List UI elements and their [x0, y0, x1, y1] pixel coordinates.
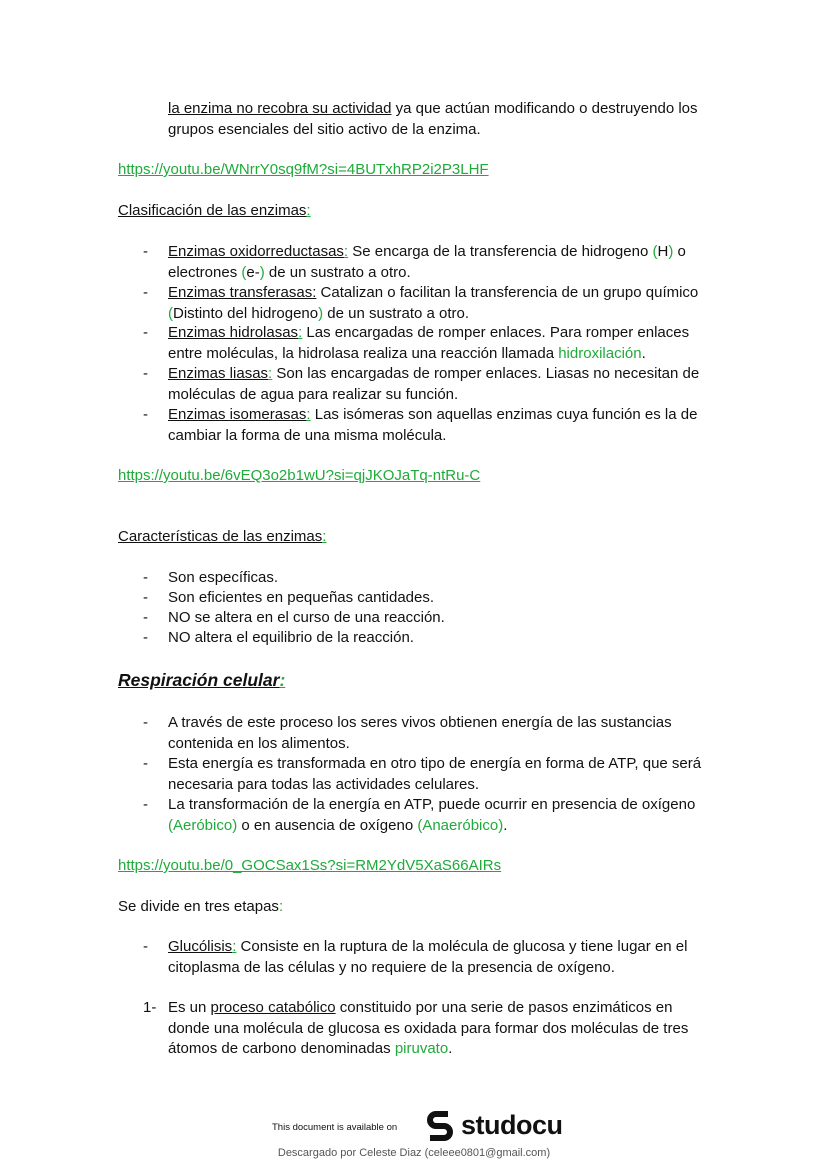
highlight-aerobico: (Aeróbico): [168, 816, 238, 834]
term-isomerasas: Enzimas isomerasas: [168, 406, 307, 423]
item-text: de un sustrato a otro.: [264, 263, 411, 281]
bullet-dash: -: [143, 589, 148, 606]
bullet-dash: -: [143, 406, 148, 423]
item-text: cambiar la forma de una misma molécula.: [168, 426, 447, 444]
item-text: e-: [246, 263, 260, 281]
list-item-respiracion-3: [168, 795, 738, 836]
youtube-link-2[interactable]: https://youtu.be/6vEQ3o2b1wU?si=qjJKOJaTq-ntRu-C: [118, 467, 481, 484]
etapas-heading-text: Se divide en tres etapas: [118, 898, 279, 915]
bullet-dash: -: [143, 569, 148, 586]
paren: (: [241, 263, 247, 281]
list-item-glucolisis: [168, 937, 738, 978]
studocu-brand[interactable]: studocu: [461, 1110, 563, 1140]
highlight-hidroxilacion: hidroxilación: [558, 344, 642, 362]
intro-paragraph: [168, 99, 738, 140]
item-text: citoplasma de las células y no requiere de la presencia de oxígeno.: [168, 958, 615, 976]
footer-downloaded-by: Descargado por Celeste Diaz (celeee0801@gmail.com): [277, 1147, 551, 1159]
paren: ): [668, 243, 674, 260]
item-text: átomos de carbono denominadas: [168, 1040, 395, 1057]
list-item: Son específicas.: [168, 569, 279, 586]
intro-text-line2: grupos esenciales del sitio activo de la enzima.: [168, 120, 481, 138]
intro-text: ya que actúan modificando o destruyendo los: [391, 100, 698, 117]
item-text: Son las encargadas de romper enlaces. Liasas no necesitan de: [272, 365, 700, 382]
term-proceso-catabolico: proceso catabólico: [210, 999, 336, 1016]
paren: ): [318, 304, 324, 322]
term-hidrolasas: Enzimas hidrolasas: [168, 324, 299, 341]
item-text: Es un: [168, 999, 211, 1016]
item-text: o en ausencia de oxígeno: [237, 816, 418, 834]
item-text: .: [641, 344, 646, 362]
term-oxidorreductasas: Enzimas oxidorreductasas: [168, 243, 344, 260]
list-item-hidrolasas: [168, 323, 738, 364]
respiracion-heading: [118, 670, 738, 691]
list-item-oxidorreductasas: [168, 242, 738, 283]
item-text: electrones: [168, 263, 242, 281]
item-text: entre moléculas, la hidrolasa realiza una reacción llamada: [168, 344, 559, 362]
item-text: necesaria para todas las actividades celulares.: [168, 775, 480, 793]
item-text: Las isómeras son aquellas enzimas cuya función es la de: [310, 406, 698, 423]
studocu-logo-icon: [424, 1108, 458, 1144]
item-text: moléculas de agua para realizar su función.: [168, 385, 459, 403]
bullet-dash: -: [143, 284, 148, 301]
list-item-respiracion-1: [168, 713, 738, 754]
bullet-dash: -: [143, 796, 148, 813]
item-text: La transformación de la energía en ATP, puede ocurrir en presencia de oxígeno: [168, 796, 696, 813]
bullet-dash: -: [143, 755, 148, 772]
paren: (: [168, 304, 173, 322]
item-text: o: [673, 243, 686, 260]
term-transferasas: Enzimas transferasas:: [168, 284, 317, 301]
heading-colon: :: [278, 898, 284, 915]
intro-underlined: la enzima no recobra su actividad: [168, 100, 392, 117]
bullet-dash: -: [143, 629, 148, 646]
bullet-dash: -: [143, 714, 148, 731]
list-item-transferasas: [168, 283, 738, 324]
respiracion-heading-text: Respiración celular: [118, 670, 280, 690]
heading-colon: :: [322, 528, 327, 545]
heading-colon: :: [306, 202, 311, 219]
list-item-isomerasas: [168, 405, 738, 446]
highlight-piruvato: piruvato: [394, 1040, 449, 1057]
term-colon: :: [343, 243, 349, 260]
item-text: Se encarga de la transferencia de hidrogeno: [348, 243, 653, 260]
term-liasas: Enzimas liasas: [168, 365, 269, 382]
term-glucolisis: Glucólisis: [168, 938, 233, 955]
item-text: de un sustrato a otro.: [323, 304, 470, 322]
item-text: .: [448, 1040, 453, 1057]
numbered-item-1: [168, 998, 738, 1060]
bullet-dash: -: [143, 243, 148, 260]
list-item-liasas: [168, 364, 738, 405]
bullet-dash: -: [143, 324, 148, 341]
caracteristicas-heading-text: Características de las enzimas: [118, 528, 323, 545]
item-text: Esta energía es transformada en otro tipo de energía en forma de ATP, que será: [168, 755, 702, 772]
item-text: constituido por una serie de pasos enzimáticos en: [335, 999, 673, 1016]
clasificacion-heading-text: Clasificación de las enzimas: [118, 202, 307, 219]
item-text: Consiste en la ruptura de la molécula de glucosa y tiene lugar en el: [236, 938, 688, 955]
item-text: donde una molécula de glucosa es oxidada para formar dos moléculas de tres: [168, 1019, 689, 1037]
youtube-link-1[interactable]: https://youtu.be/WNrrY0sq9fM?si=4BUTxhRP2i2P3LHF: [118, 161, 489, 178]
item-text: Las encargadas de romper enlaces. Para romper enlaces: [302, 324, 690, 341]
term-colon: :: [298, 324, 303, 341]
etapas-heading: [118, 897, 738, 918]
item-text: .: [503, 816, 508, 834]
list-item: NO altera el equilibrio de la reacción.: [168, 629, 414, 646]
bullet-dash: -: [143, 365, 148, 382]
item-text: Distinto del hidrogeno: [173, 304, 319, 322]
list-item: NO se altera en el curso de una reacción.: [168, 609, 445, 626]
clasificacion-heading: [118, 201, 738, 222]
term-colon: :: [306, 406, 311, 423]
heading-colon: :: [279, 670, 286, 690]
item-text: H: [657, 243, 669, 260]
highlight-anaerobico: (Anaeróbico): [417, 816, 504, 834]
list-number: 1-: [143, 999, 157, 1016]
term-colon: :: [232, 938, 237, 955]
item-text: Catalizan o facilitan la transferencia de un grupo químico: [316, 284, 699, 301]
caracteristicas-heading: [118, 527, 738, 548]
item-text: contenida en los alimentos.: [168, 734, 350, 752]
list-item-respiracion-2: [168, 754, 738, 795]
list-item: Son eficientes en pequeñas cantidades.: [168, 589, 435, 606]
paren: (: [652, 243, 658, 260]
item-text: A través de este proceso los seres vivos obtienen energía de las sustancias: [168, 714, 672, 731]
bullet-dash: -: [143, 938, 148, 955]
youtube-link-3[interactable]: https://youtu.be/0_GOCSax1Ss?si=RM2YdV5XaS66AIRs: [118, 857, 502, 874]
bullet-dash: -: [143, 609, 148, 626]
term-colon: :: [268, 365, 273, 382]
paren: ): [259, 263, 265, 281]
footer-available-text: This document is available on: [272, 1122, 398, 1133]
